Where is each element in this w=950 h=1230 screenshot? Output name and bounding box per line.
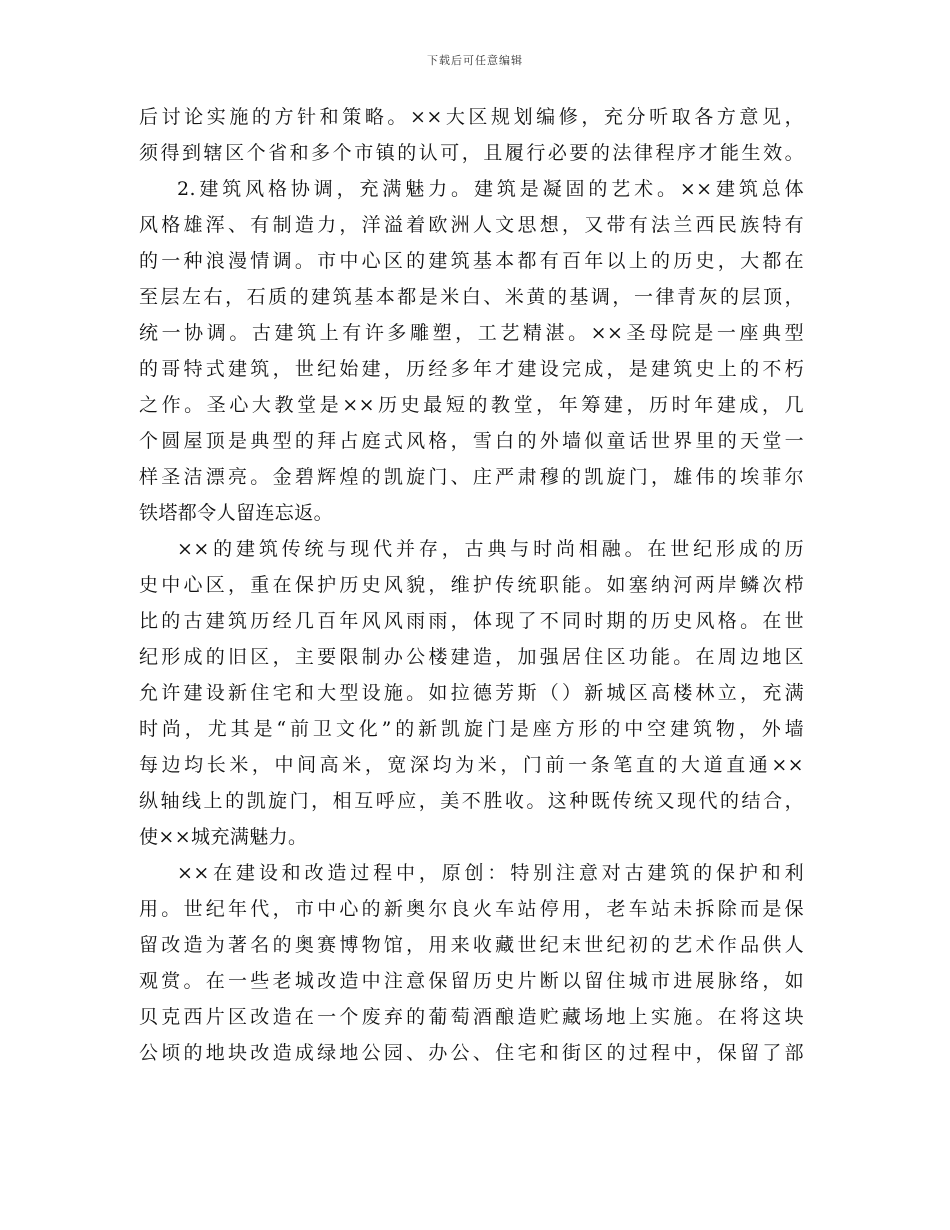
text-line: 使××城充满魅力。 (139, 826, 308, 848)
text-line: 之作。圣心大教堂是××历史最短的教堂，年筹建，历时年建成，几 (139, 394, 804, 416)
text-line: 2.建筑风格协调，充满魅力。建筑是凝固的艺术。××建筑总体 (177, 178, 804, 200)
text-line: 贝克西片区改造在一个废弃的葡萄酒酿造贮藏场地上实施。在将这块 (139, 1006, 804, 1028)
text-line: 史中心区，重在保护历史风貌，维护传统职能。如塞纳河两岸鳞次栉 (139, 574, 804, 596)
text-line: 观赏。在一些老城改造中注意保留历史片断以留住城市进展脉络，如 (139, 970, 804, 992)
text-line: 风格雄浑、有制造力，洋溢着欧洲人文思想，又带有法兰西民族特有 (139, 214, 804, 236)
text-line: 用。世纪年代，市中心的新奥尔良火车站停用，老车站未拆除而是保 (139, 898, 804, 920)
text-line: 比的古建筑历经几百年风风雨雨，体现了不同时期的历史风格。在世 (139, 610, 804, 632)
text-line: 须得到辖区个省和多个市镇的认可，且履行必要的法律程序才能生效。 (139, 142, 804, 164)
text-line: 公顷的地块改造成绿地公园、办公、住宅和街区的过程中，保留了部 (139, 1042, 804, 1064)
text-line: 每边均长米，中间高米，宽深均为米，门前一条笔直的大道直通×× (139, 754, 804, 776)
text-line: ××在建设和改造过程中，原创：特别注意对古建筑的保护和利 (177, 862, 804, 884)
text-line: 后讨论实施的方针和策略。××大区规划编修，充分听取各方意见， (139, 106, 804, 128)
text-line: 留改造为著名的奥赛博物馆，用来收藏世纪末世纪初的艺术作品供人 (139, 934, 804, 956)
text-line: 纵轴线上的凯旋门，相互呼应，美不胜收。这种既传统又现代的结合， (139, 790, 804, 812)
text-line: 铁塔都令人留连忘返。 (139, 502, 334, 524)
text-line: 纪形成的旧区，主要限制办公楼建造，加强居住区功能。在周边地区 (139, 646, 804, 668)
text-line: 样圣洁漂亮。金碧辉煌的凯旋门、庄严肃穆的凯旋门，雄伟的埃菲尔 (139, 466, 804, 488)
page-header: 下载后可任意编辑 (427, 54, 523, 67)
text-line: 的一种浪漫情调。市中心区的建筑基本都有百年以上的历史，大都在 (139, 250, 804, 272)
text-line: 个圆屋顶是典型的拜占庭式风格，雪白的外墙似童话世界里的天堂一 (139, 430, 804, 452)
text-line: 时尚，尤其是“前卫文化”的新凯旋门是座方形的中空建筑物，外墙 (139, 718, 804, 740)
text-line: 至层左右，石质的建筑基本都是米白、米黄的基调，一律青灰的层顶， (139, 286, 804, 308)
text-line: ××的建筑传统与现代并存，古典与时尚相融。在世纪形成的历 (177, 538, 804, 560)
text-line: 的哥特式建筑，世纪始建，历经多年才建设完成，是建筑史上的不朽 (139, 358, 804, 380)
document-body (139, 99, 804, 1071)
text-line: 统一协调。古建筑上有许多雕塑，工艺精湛。××圣母院是一座典型 (139, 322, 804, 344)
text-line: 允许建设新住宅和大型设施。如拉德芳斯（）新城区高楼林立，充满 (139, 682, 804, 704)
